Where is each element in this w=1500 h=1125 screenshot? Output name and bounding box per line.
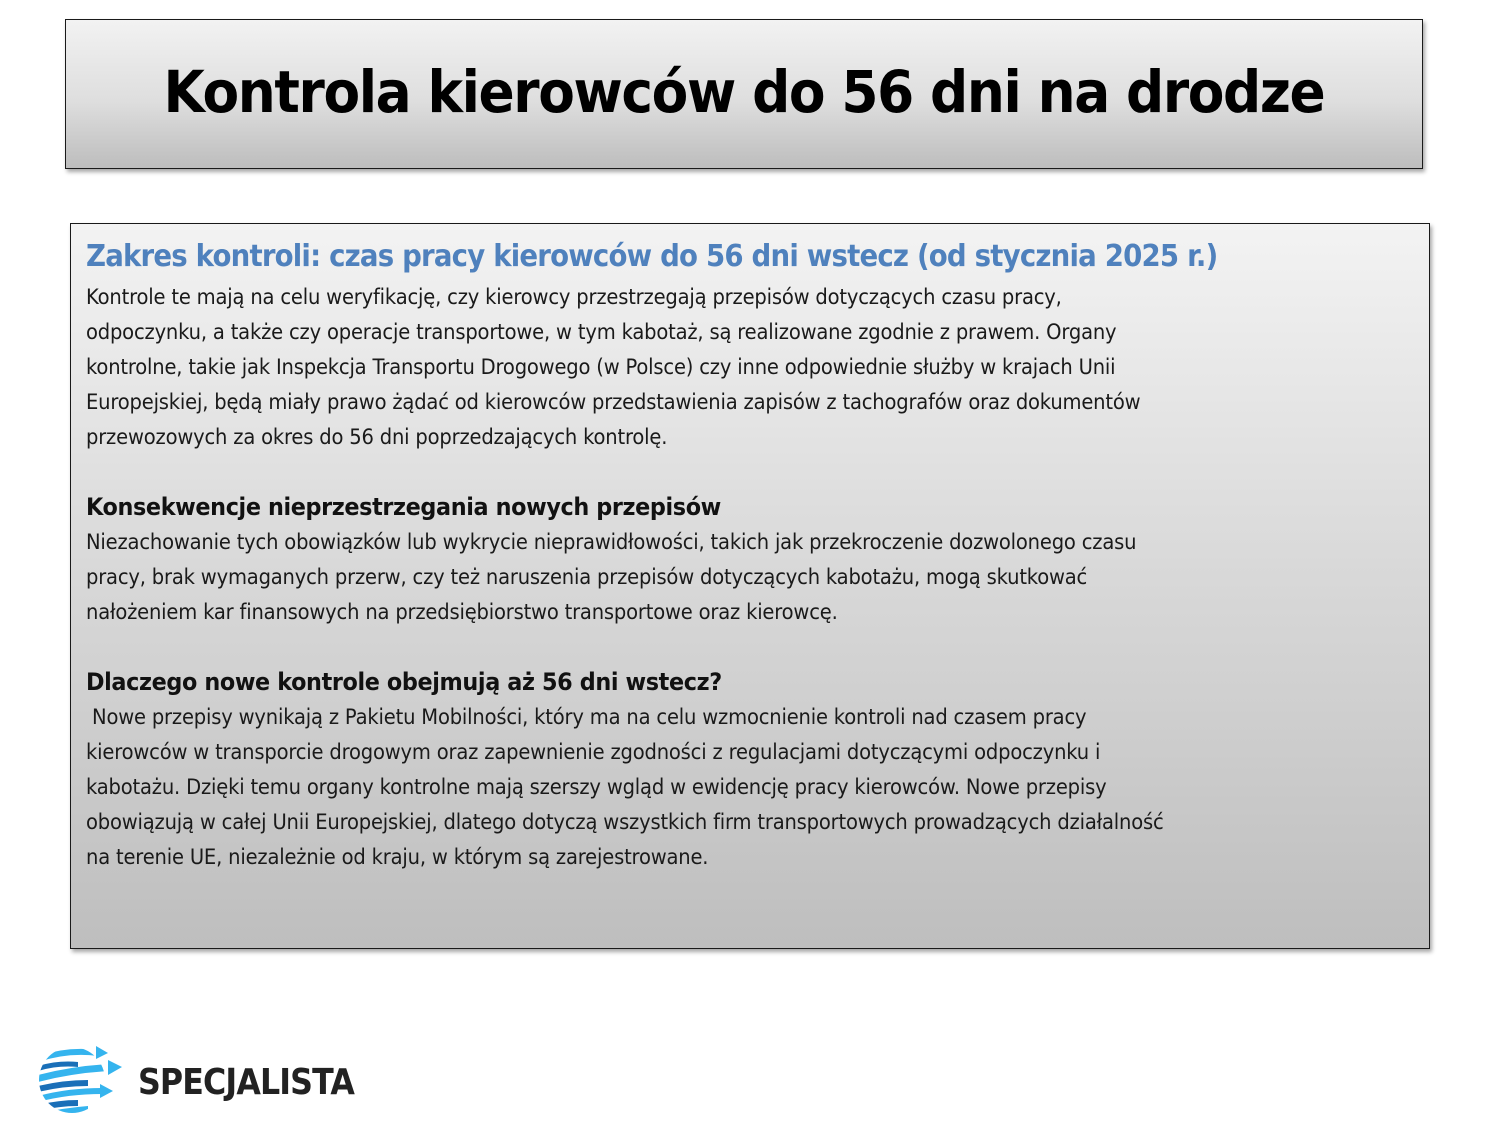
- text-line: nałożeniem kar finansowych na przedsiębiorstwo transportowe oraz kierowcę.: [86, 600, 838, 624]
- text-line: Niezachowanie tych obowiązków lub wykrycie nieprawidłowości, takich jak przekroczenie dozwolonego czasu: [86, 530, 1137, 554]
- section-body-consequences: [86, 525, 1416, 630]
- company-logo: [38, 1042, 383, 1118]
- text-line: kierowców w transporcie drogowym oraz zapewnienie zgodności z regulacjami dotyczącymi odpoczynku i: [86, 740, 1101, 764]
- text-line: pracy, brak wymaganych przerw, czy też naruszenia przepisów dotyczących kabotażu, mogą skutkować: [86, 565, 1088, 589]
- text-line: przewozowych za okres do 56 dni poprzedzających kontrolę.: [86, 425, 668, 449]
- title-box: [65, 19, 1423, 169]
- text-line: obowiązują w całej Unii Europejskiej, dlatego dotyczą wszystkich firm transportowych prowadzących działalność: [86, 810, 1164, 834]
- section-heading-consequences: Konsekwencje nieprzestrzegania nowych przepisów: [86, 493, 721, 521]
- content-box: [70, 223, 1430, 949]
- text-line: na terenie UE, niezależnie od kraju, w którym są zarejestrowane.: [86, 845, 709, 869]
- text-line: kabotażu. Dzięki temu organy kontrolne mają szerszy wgląd w ewidencję pracy kierowców. Nowe przepisy: [86, 775, 1107, 799]
- section-heading-scope: Zakres kontroli: czas pracy kierowców do 56 dni wstecz (od stycznia 2025 r.): [86, 239, 1218, 274]
- spacer: [86, 630, 1415, 665]
- logo-text: SPECJALISTA: [138, 1061, 355, 1103]
- section-body-scope: [86, 280, 1416, 455]
- text-line: Europejskiej, będą miały prawo żądać od kierowców przedstawienia zapisów z tachografów oraz dokumentów: [86, 390, 1141, 414]
- spacer: [86, 455, 1415, 490]
- section-body-why: [86, 700, 1416, 875]
- section-heading-why: Dlaczego nowe kontrole obejmują aż 56 dni wstecz?: [86, 668, 722, 696]
- text-line: Nowe przepisy wynikają z Pakietu Mobilności, który ma na celu wzmocnienie kontroli nad czasem pracy: [86, 705, 1087, 729]
- slide-title: Kontrola kierowców do 56 dni na drodze: [163, 58, 1325, 126]
- text-line: kontrolne, takie jak Inspekcja Transportu Drogowego (w Polsce) czy inne odpowiednie służby w krajach Unii: [86, 355, 1116, 379]
- text-line: odpoczynku, a także czy operacje transportowe, w tym kabotaż, są realizowane zgodnie z prawem. Organy: [86, 320, 1117, 344]
- text-line: Kontrole te mają na celu weryfikację, czy kierowcy przestrzegają przepisów dotyczących czasu pracy,: [86, 285, 1062, 309]
- globe-arrows-icon: [38, 1042, 122, 1118]
